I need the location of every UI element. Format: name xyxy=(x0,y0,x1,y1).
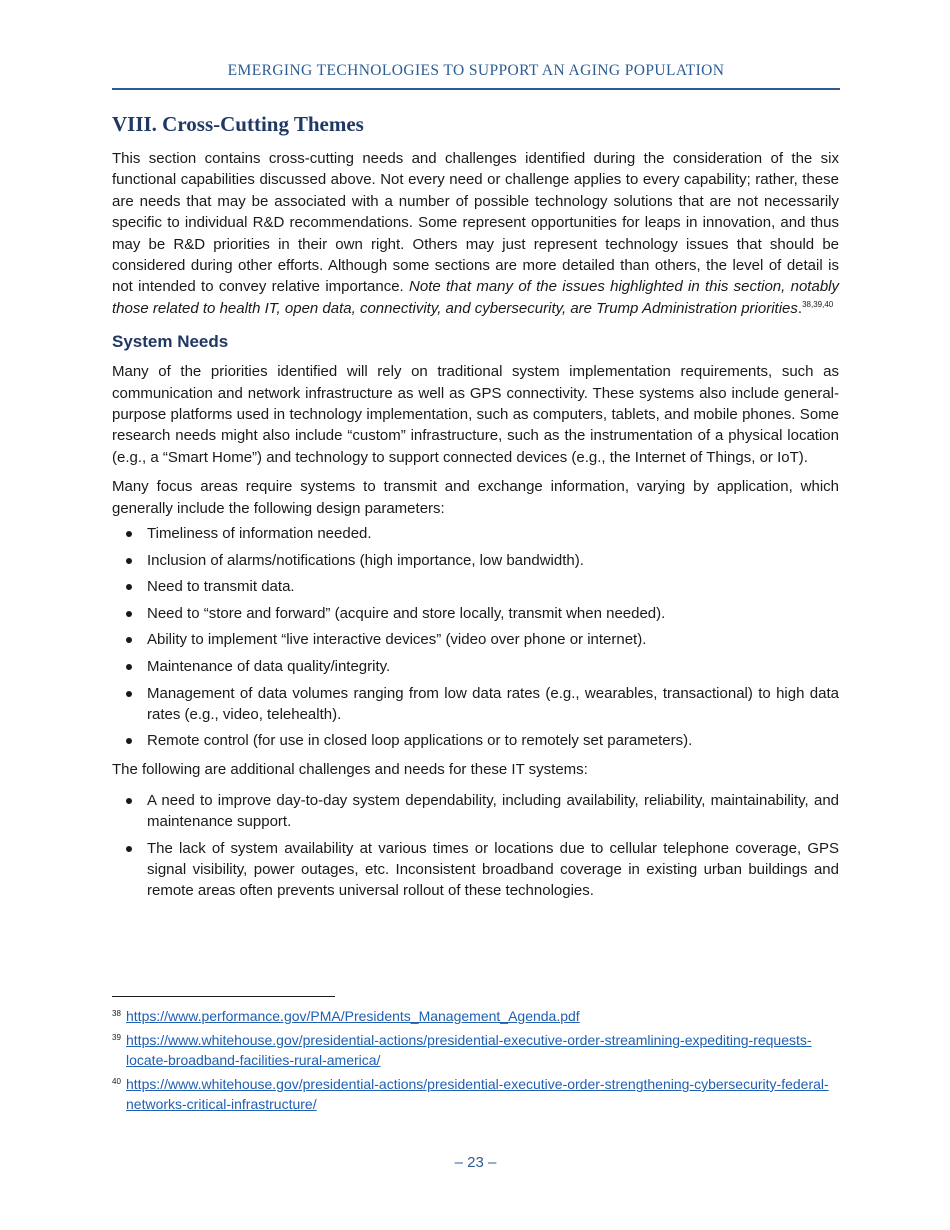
list-item xyxy=(112,629,839,650)
list-item xyxy=(112,683,839,725)
design-parameters-list xyxy=(112,523,839,751)
section-title: VIII. Cross-Cutting Themes xyxy=(112,112,364,136)
challenges-list xyxy=(112,790,839,901)
list-item xyxy=(112,603,839,624)
list-item xyxy=(112,523,839,544)
bullet-icon xyxy=(126,531,132,537)
list-item-text: Timeliness of information needed. xyxy=(147,525,372,543)
list-item-text: Ability to implement “live interactive devices” (video over phone or internet). xyxy=(147,631,647,649)
intro-paragraph xyxy=(112,148,839,319)
list-item xyxy=(112,730,839,751)
list-item-text: Management of data volumes ranging from low data rates (e.g., wearables, transactional) to high data rates (e.g., video, telehealth). xyxy=(147,684,839,723)
footnote-link[interactable]: https://www.whitehouse.gov/presidential-actions/presidential-executive-order-streamlining-expediting-requests-locate-broadband-facilities-rural-america/ xyxy=(126,1032,812,1068)
bullet-icon xyxy=(126,798,132,804)
bullet-icon xyxy=(126,637,132,643)
bullet-icon xyxy=(126,664,132,670)
running-header: EMERGING TECHNOLOGIES TO SUPPORT AN AGING POPULATION xyxy=(227,62,725,79)
list-item-text: The lack of system availability at various times or locations due to cellular telephone coverage, GPS signal visibility, power outages, etc. Inconsistent broadband coverage in existing urban buildings and remote areas often prevents universal rollout of these technologies. xyxy=(147,839,839,899)
system-needs-paragraph-1: Many of the priorities identified will rely on traditional system implementation requirements, such as communication and network infrastructure as well as GPS connectivity. These systems also include general-purpose platforms used in technology implementation, such as computers, tablets, and mobile phones. Some research needs might also include “custom” infrastructure, such as the instrumentation of a physical location (e.g., a “Smart Home”) and technology to support connected devices (e.g., the Internet of Things, or IoT). xyxy=(112,363,839,466)
footnote-number: 38 xyxy=(112,1009,121,1018)
bullet-icon xyxy=(126,611,132,617)
list-item xyxy=(112,838,839,901)
footnote-refs: 38,39,40 xyxy=(802,299,834,309)
list-item-text: Remote control (for use in closed loop applications or to remotely set parameters). xyxy=(147,732,693,750)
footnote-link[interactable]: https://www.performance.gov/PMA/Presidents_Management_Agenda.pdf xyxy=(126,1008,580,1024)
footnote-separator xyxy=(112,996,335,997)
footnote-number: 39 xyxy=(112,1033,121,1042)
list-item xyxy=(112,550,839,571)
list-item-text: Need to “store and forward” (acquire and store locally, transmit when needed). xyxy=(147,604,666,622)
footnote-number: 40 xyxy=(112,1077,121,1086)
subsection-heading-system-needs: System Needs xyxy=(112,332,229,352)
footnote-40 xyxy=(112,1074,839,1114)
system-needs-paragraph-2: Many focus areas require systems to transmit and exchange information, varying by application, which generally include the following design parameters: xyxy=(112,478,839,517)
list-item-text: Maintenance of data quality/integrity. xyxy=(147,658,391,676)
footnote-link[interactable]: https://www.whitehouse.gov/presidential-actions/presidential-executive-order-strengthening-cybersecurity-federal-networks-critical-infrastructure/ xyxy=(126,1076,829,1112)
list-item xyxy=(112,576,839,597)
bullet-icon xyxy=(126,691,132,697)
list-item-text: Need to transmit data. xyxy=(147,578,295,596)
list-item-text: Inclusion of alarms/notifications (high importance, low bandwidth). xyxy=(147,551,584,569)
bullet-icon xyxy=(126,846,132,852)
footnote-39 xyxy=(112,1030,839,1070)
bullet-icon xyxy=(126,558,132,564)
list-item xyxy=(112,656,839,677)
bullet-icon xyxy=(126,584,132,590)
header-rule xyxy=(112,88,840,90)
system-needs-paragraph-3: The following are additional challenges and needs for these IT systems: xyxy=(112,761,588,779)
intro-italic-note: Note that many of the issues highlighted in this section, notably those related to health IT, open data, connectivity, and cybersecurity, are Trump Administration priorities xyxy=(112,278,839,317)
list-item xyxy=(112,790,839,832)
bullet-icon xyxy=(126,738,132,744)
footnote-38 xyxy=(112,1006,839,1026)
intro-end: . xyxy=(797,299,803,317)
footnotes xyxy=(112,1006,839,1118)
page-number: – 23 – xyxy=(454,1154,497,1171)
intro-text: This section contains cross-cutting needs and challenges identified during the consideration of the six functional capabilities discussed above. Not every need or challenge applies to every capability; rather, these are needs that may be associated with a number of possible technology solutions that are not necessarily specific to individual R&D recommendations. Some represent opportunities for leaps in innovation, and thus may be R&D priorities in their own right. Others may just represent technology issues that should be considered during other efforts. Although some sections are more detailed than others, the level of detail is not intended to convey relative importance. xyxy=(112,150,839,296)
main-content xyxy=(112,110,839,907)
list-item-text: A need to improve day-to-day system dependability, including availability, reliability, maintainability, and maintenance support. xyxy=(147,791,839,830)
